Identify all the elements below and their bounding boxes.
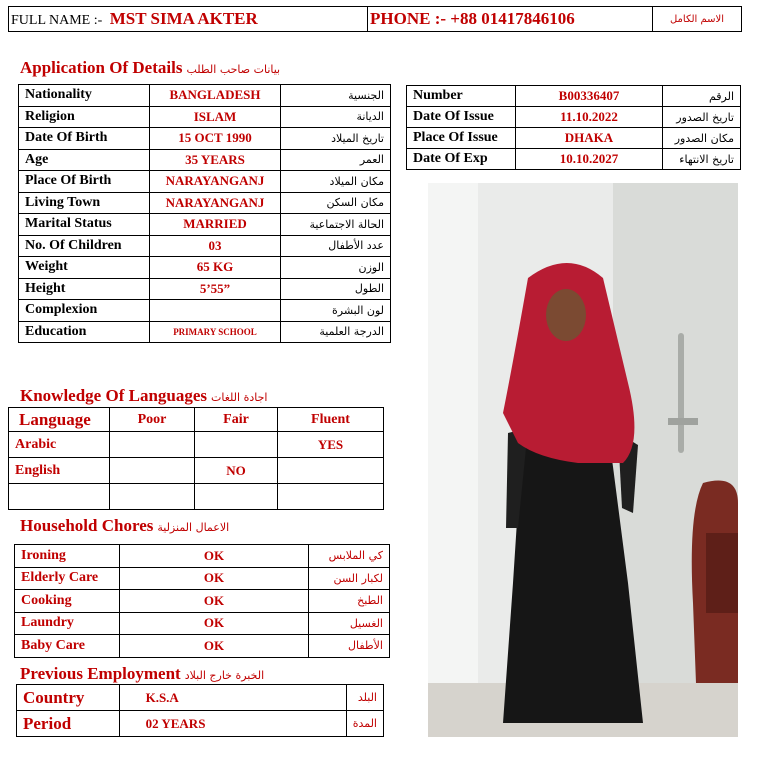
- application-row-value: [150, 300, 281, 322]
- application-row: [19, 106, 391, 128]
- employment-table: [16, 684, 384, 737]
- application-row-value: ISLAM: [150, 106, 281, 128]
- application-row-label: Place Of Birth: [19, 171, 150, 193]
- passport-row-value: 11.10.2022: [516, 107, 663, 128]
- lang-header-fair: Fair: [195, 408, 278, 432]
- chores-row-label: Cooking: [15, 590, 120, 613]
- application-row-label: No. Of Children: [19, 235, 150, 257]
- application-row-label: Age: [19, 149, 150, 171]
- passport-row: [407, 86, 741, 107]
- phone-cell: [368, 7, 653, 32]
- application-row-arabic: مكان السكن: [281, 192, 391, 214]
- application-row-value: 5’55”: [150, 278, 281, 300]
- employment-title-ar: الخبرة خارج البلاد: [184, 669, 265, 682]
- passport-row-label: Date Of Exp: [407, 149, 516, 170]
- chores-row-label: Elderly Care: [15, 567, 120, 590]
- application-row-label: Date Of Birth: [19, 128, 150, 150]
- languages-title-en: Knowledge Of Languages: [20, 386, 208, 405]
- application-row-arabic: عدد الأطفال: [281, 235, 391, 257]
- language-cell-fair: NO: [195, 458, 278, 484]
- passport-row-arabic: تاريخ الصدور: [663, 107, 741, 128]
- language-cell-fluent: [278, 484, 384, 510]
- application-row-arabic: الحالة الاجتماعية: [281, 214, 391, 236]
- language-cell-fluent: [278, 458, 384, 484]
- application-title-ar: بيانات صاحب الطلب: [186, 63, 281, 76]
- application-row-arabic: الطول: [281, 278, 391, 300]
- application-title-en: Application Of Details: [20, 58, 183, 77]
- application-row-value: BANGLADESH: [150, 85, 281, 107]
- application-row-label: Complexion: [19, 300, 150, 322]
- employment-row: [17, 685, 384, 711]
- chores-row-value: OK: [120, 567, 309, 590]
- application-row-value: 35 YEARS: [150, 149, 281, 171]
- chores-title-ar: الاعمال المنزلية: [157, 521, 230, 534]
- application-row: [19, 128, 391, 150]
- chores-row: [15, 545, 390, 568]
- phone-value: +88 01417846106: [450, 9, 575, 28]
- language-cell-language: [9, 484, 110, 510]
- application-row-arabic: الجنسية: [281, 85, 391, 107]
- chores-row-label: Ironing: [15, 545, 120, 568]
- application-row-value: 65 KG: [150, 257, 281, 279]
- employment-row: [17, 711, 384, 737]
- header-table: [8, 6, 742, 32]
- language-cell-fluent: YES: [278, 432, 384, 458]
- passport-row-arabic: الرقم: [663, 86, 741, 107]
- languages-title: [20, 386, 267, 406]
- application-row-value: NARAYANGANJ: [150, 192, 281, 214]
- application-row-arabic: الديانة: [281, 106, 391, 128]
- employment-title-en: Previous Employment: [20, 664, 181, 683]
- application-row-arabic: العمر: [281, 149, 391, 171]
- application-row-arabic: لون البشرة: [281, 300, 391, 322]
- chores-row: [15, 567, 390, 590]
- application-row-value: 03: [150, 235, 281, 257]
- application-row-arabic: الدرجة العلمية: [281, 321, 391, 343]
- photo-illustration: [428, 183, 738, 737]
- application-row-value: 15 OCT 1990: [150, 128, 281, 150]
- passport-row-label: Date Of Issue: [407, 107, 516, 128]
- employment-row-arabic: المدة: [346, 711, 383, 737]
- chores-row-value: OK: [120, 612, 309, 635]
- chores-row-arabic: الغسيل: [309, 612, 390, 635]
- chores-row-value: OK: [120, 635, 309, 658]
- application-row: [19, 85, 391, 107]
- chores-title: [20, 516, 229, 536]
- passport-row: [407, 107, 741, 128]
- lang-header-fluent: Fluent: [278, 408, 384, 432]
- chores-row: [15, 635, 390, 658]
- passport-row-value: B00336407: [516, 86, 663, 107]
- name-arabic: الاسم الكامل: [653, 7, 742, 32]
- language-cell-poor: [110, 432, 195, 458]
- application-row-arabic: الوزن: [281, 257, 391, 279]
- application-title: [20, 58, 280, 78]
- passport-row-arabic: مكان الصدور: [663, 128, 741, 149]
- employment-row-value: K.S.A: [119, 685, 346, 711]
- phone-label: PHONE :-: [370, 9, 447, 28]
- languages-table: [8, 407, 384, 510]
- application-row-label: Religion: [19, 106, 150, 128]
- application-row: [19, 321, 391, 343]
- application-row: [19, 300, 391, 322]
- full-name-label: FULL NAME :-: [11, 13, 103, 28]
- passport-row-label: Place Of Issue: [407, 128, 516, 149]
- language-cell-poor: [110, 484, 195, 510]
- application-row-value: MARRIED: [150, 214, 281, 236]
- language-cell-language: Arabic: [9, 432, 110, 458]
- language-cell-poor: [110, 458, 195, 484]
- chores-row-value: OK: [120, 545, 309, 568]
- application-row: [19, 257, 391, 279]
- application-row-label: Weight: [19, 257, 150, 279]
- lang-header-poor: Poor: [110, 408, 195, 432]
- employment-row-label: Period: [17, 711, 120, 737]
- lang-header-language: Language: [9, 408, 110, 432]
- application-row-label: Living Town: [19, 192, 150, 214]
- chores-row-arabic: كي الملابس: [309, 545, 390, 568]
- applicant-photo: [428, 183, 738, 737]
- application-row: [19, 235, 391, 257]
- chores-title-en: Household Chores: [20, 516, 154, 535]
- application-row: [19, 278, 391, 300]
- full-name-value: MST SIMA AKTER: [109, 9, 258, 28]
- application-row-label: Nationality: [19, 85, 150, 107]
- full-name-cell: [9, 7, 368, 32]
- application-row-label: Height: [19, 278, 150, 300]
- passport-row: [407, 149, 741, 170]
- passport-row-value: DHAKA: [516, 128, 663, 149]
- passport-row-arabic: تاريخ الانتهاء: [663, 149, 741, 170]
- chores-row-arabic: الأطفال: [309, 635, 390, 658]
- chores-row-value: OK: [120, 590, 309, 613]
- chores-row-arabic: الطبخ: [309, 590, 390, 613]
- passport-row-label: Number: [407, 86, 516, 107]
- languages-title-ar: اجادة اللغات: [211, 391, 268, 404]
- application-row: [19, 192, 391, 214]
- passport-row: [407, 128, 741, 149]
- language-row: [9, 484, 384, 510]
- application-row-label: Marital Status: [19, 214, 150, 236]
- chores-row: [15, 590, 390, 613]
- employment-row-value: 02 YEARS: [119, 711, 346, 737]
- language-cell-fair: [195, 432, 278, 458]
- application-row-arabic: مكان الميلاد: [281, 171, 391, 193]
- application-row-value: PRIMARY SCHOOL: [150, 321, 281, 343]
- language-row: [9, 458, 384, 484]
- employment-row-arabic: البلد: [346, 685, 383, 711]
- employment-title: [20, 664, 264, 684]
- language-cell-fair: [195, 484, 278, 510]
- chores-row-label: Baby Care: [15, 635, 120, 658]
- application-row: [19, 149, 391, 171]
- application-table: [18, 84, 391, 343]
- language-row: [9, 432, 384, 458]
- passport-row-value: 10.10.2027: [516, 149, 663, 170]
- language-cell-language: English: [9, 458, 110, 484]
- application-row: [19, 171, 391, 193]
- application-row-label: Education: [19, 321, 150, 343]
- employment-row-label: Country: [17, 685, 120, 711]
- application-row-arabic: تاريخ الميلاد: [281, 128, 391, 150]
- passport-table: [406, 85, 741, 170]
- chores-table: [14, 544, 390, 658]
- chores-row-label: Laundry: [15, 612, 120, 635]
- application-row-value: NARAYANGANJ: [150, 171, 281, 193]
- chores-row-arabic: لكبار السن: [309, 567, 390, 590]
- application-row: [19, 214, 391, 236]
- chores-row: [15, 612, 390, 635]
